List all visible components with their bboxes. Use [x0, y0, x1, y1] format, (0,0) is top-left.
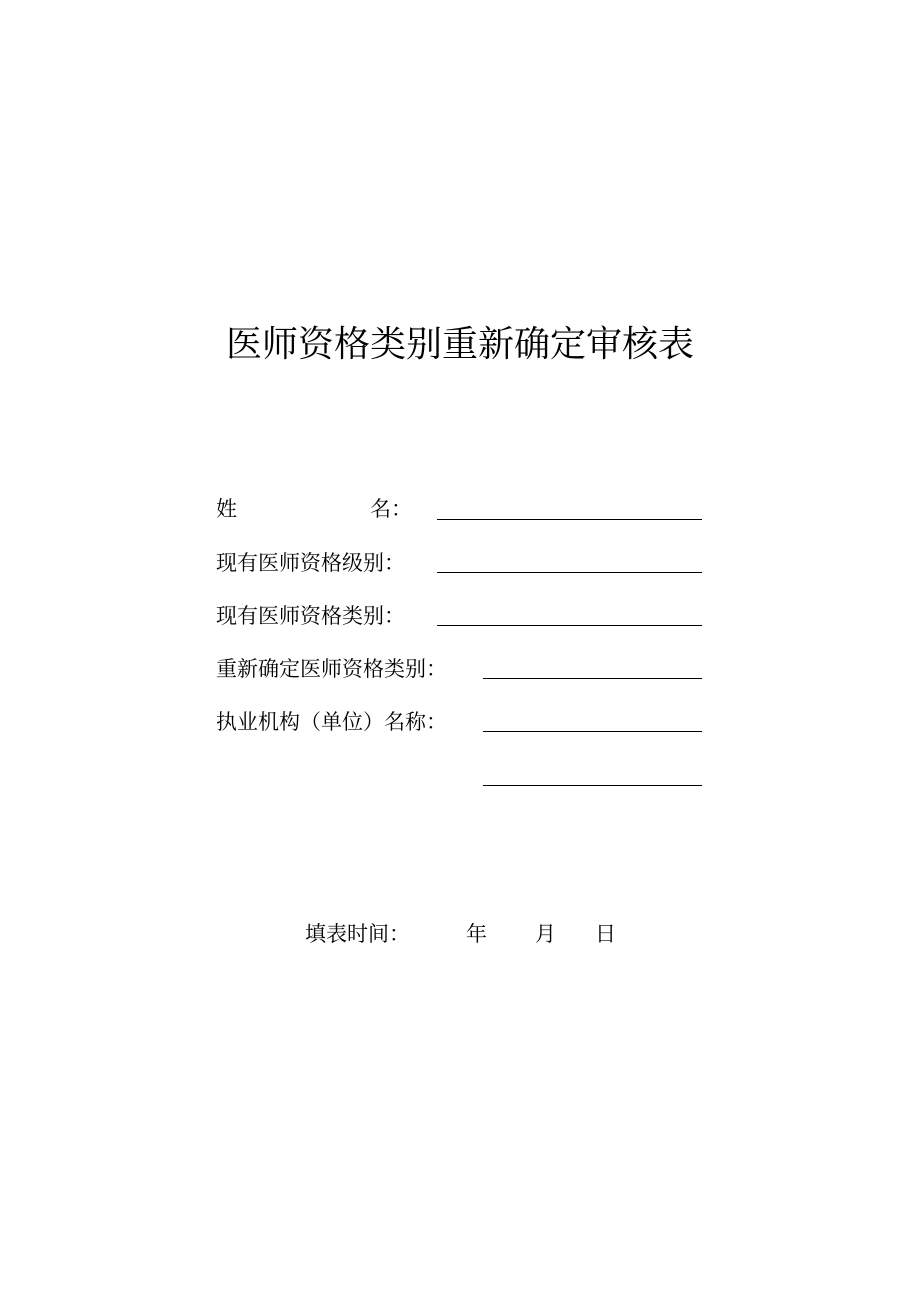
institution-field-line-2[interactable] — [483, 785, 702, 786]
fill-date-label: 填表时间： — [305, 922, 410, 946]
current-category-field[interactable] — [437, 625, 702, 626]
institution-label: 执业机构（单位）名称： — [216, 710, 447, 734]
new-category-field[interactable] — [483, 678, 702, 679]
fill-date-day: 日 — [595, 922, 616, 946]
form-title: 医师资格类别重新确定审核表 — [225, 324, 694, 366]
name-label — [216, 494, 412, 524]
fill-date-year: 年 — [466, 922, 487, 946]
current-category-label: 现有医师资格类别： — [216, 604, 405, 628]
current-level-label: 现有医师资格级别： — [216, 551, 405, 575]
new-category-label: 重新确定医师资格类别： — [216, 657, 447, 681]
current-level-field[interactable] — [437, 572, 702, 573]
name-label-char-1: 姓 — [216, 497, 237, 521]
fill-date-month: 月 — [535, 922, 556, 946]
name-field[interactable] — [437, 519, 702, 520]
name-label-char-2: 名： — [370, 497, 412, 521]
institution-field[interactable] — [483, 731, 702, 732]
